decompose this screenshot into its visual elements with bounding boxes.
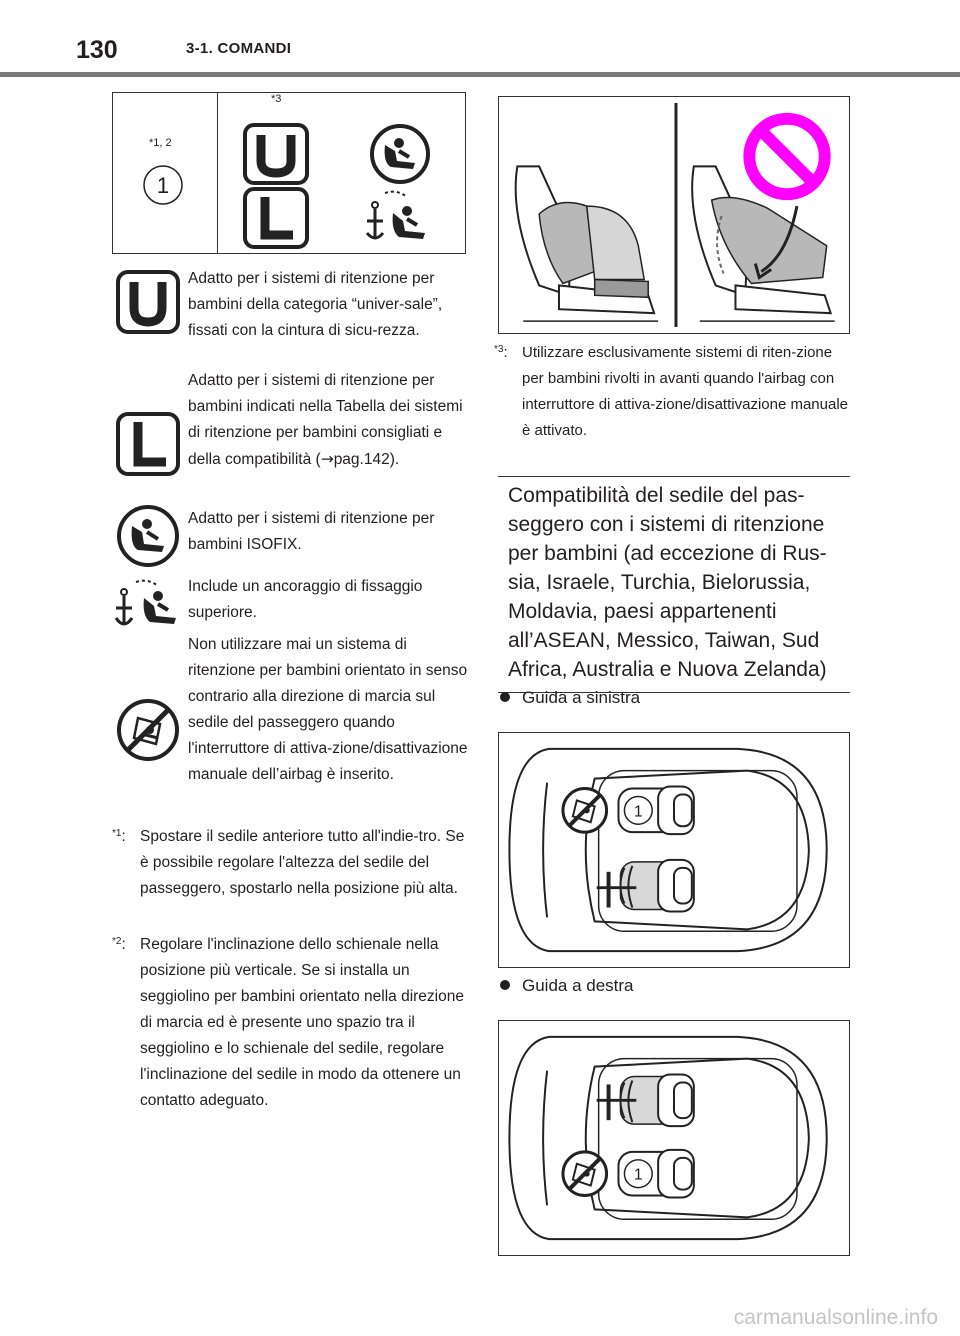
legend-table — [112, 92, 466, 254]
prohibition-icon — [749, 119, 824, 194]
lateral-L-icon — [116, 412, 180, 476]
top-tether-isofix-icon — [363, 187, 435, 249]
seat-comparison-figure — [498, 96, 850, 334]
watermark: carmanualsonline.info — [733, 1306, 938, 1329]
compatibility-heading: Compatibilità del sedile del pas-seggero con i sistemi di ritenzione per bambini (ad eccezione di Rus-sia, Israele, Turchia, Bielorussia, Moldavia, paesi appartenenti all’ASEAN, Messico, Taiwan, Sud Africa, Australia e Nuova Zelanda) — [498, 476, 850, 693]
footnote-3 — [494, 340, 854, 444]
legend-isofix-text: Adatto per i sistemi di ritenzione per bambini ISOFIX. — [188, 510, 435, 553]
footnote-3-mark: $^{*3}$: — [494, 344, 508, 361]
footnote-2 — [112, 932, 468, 1114]
legend-lateral-text — [188, 368, 470, 473]
footnote-ref-1-2: *1, 2 — [149, 137, 172, 149]
section-title: 3-1. COMANDI — [186, 40, 292, 57]
seat-position-1-icon — [141, 163, 185, 207]
bullet-right-hand-drive — [500, 976, 634, 996]
legend-universal-text: Adatto per i sistemi di ritenzione per bambini della categoria “univer-sale”, fissati con la cintura di sicu-rezza. — [188, 270, 443, 339]
universal-U-icon — [243, 123, 309, 185]
table-divider — [217, 93, 218, 253]
passenger-seat-label: 1 — [633, 803, 643, 821]
header-rule — [0, 72, 960, 77]
bullet-left-hand-drive — [500, 688, 640, 708]
footnote-1 — [112, 824, 468, 902]
seat-position-label: 1 — [156, 173, 170, 198]
legend-top-tether-text: Include un ancoraggio di fissaggio superiore. — [188, 578, 423, 621]
link-arrow-icon: → — [320, 450, 334, 468]
forward-facing-seat-illustration — [516, 166, 658, 321]
page-number: 130 — [76, 36, 118, 64]
car-layout-left-hand-drive — [498, 732, 850, 968]
isofix-icon — [369, 123, 431, 185]
footnote-1-mark: $^{*1}$: — [112, 828, 126, 845]
passenger-seat-label: 1 — [633, 1166, 643, 1184]
left-hand-drive-label: Guida a sinistra — [522, 688, 641, 707]
footnote-2-mark: $^{*2}$: — [112, 936, 126, 953]
footnote-3-text: Utilizzare esclusivamente sistemi di riten-zione per bambini rivolti in avanti quando l'airbag con interruttore di attiva-zione/disattivazione manuale è attivato. — [522, 344, 849, 439]
lateral-L-icon — [243, 187, 309, 249]
footnote-1-text: Spostare il sedile anteriore tutto all'indie-tro. Se è possibile regolare l'altezza del sedile del passeggero, spostarlo nella posizione più alta. — [140, 828, 465, 897]
no-rear-facing-seat-icon — [563, 1152, 607, 1196]
page-reference-link[interactable]: pag.142). — [333, 451, 400, 468]
footnote-ref-3: *3 — [271, 93, 282, 105]
bullet-dot — [500, 692, 510, 702]
top-tether-isofix-icon — [112, 578, 186, 630]
isofix-icon — [116, 504, 180, 568]
footnote-2-text: Regolare l'inclinazione dello schienale nella posizione più verticale. Se si installa un seggiolino per bambini orientato nella direzione di marcia ed è presente uno spazio tra il seggiolino e lo schienale del sedile, regolare l'inclinazione del sedile in modo da ottenere un contatto adeguato. — [140, 936, 464, 1109]
no-rear-facing-seat-icon — [563, 789, 607, 833]
legend-prohibited-text: Non utilizzare mai un sistema di ritenzione per bambini orientato in senso contrario alla direzione di marcia sul sedile del passeggero quando l'interruttore di attiva-zione/disattivazione manuale dell’airbag è inserito. — [188, 636, 468, 783]
legend-lateral-prefix: Adatto per i sistemi di ritenzione per bambini indicati nella Tabella dei sistemi di ritenzione per bambini consigliati e della compatibilità ( — [188, 372, 463, 468]
universal-U-icon — [116, 270, 180, 334]
right-hand-drive-label: Guida a destra — [522, 976, 634, 995]
bullet-dot — [500, 980, 510, 990]
no-rear-facing-seat-icon — [116, 698, 180, 762]
car-layout-right-hand-drive — [498, 1020, 850, 1256]
